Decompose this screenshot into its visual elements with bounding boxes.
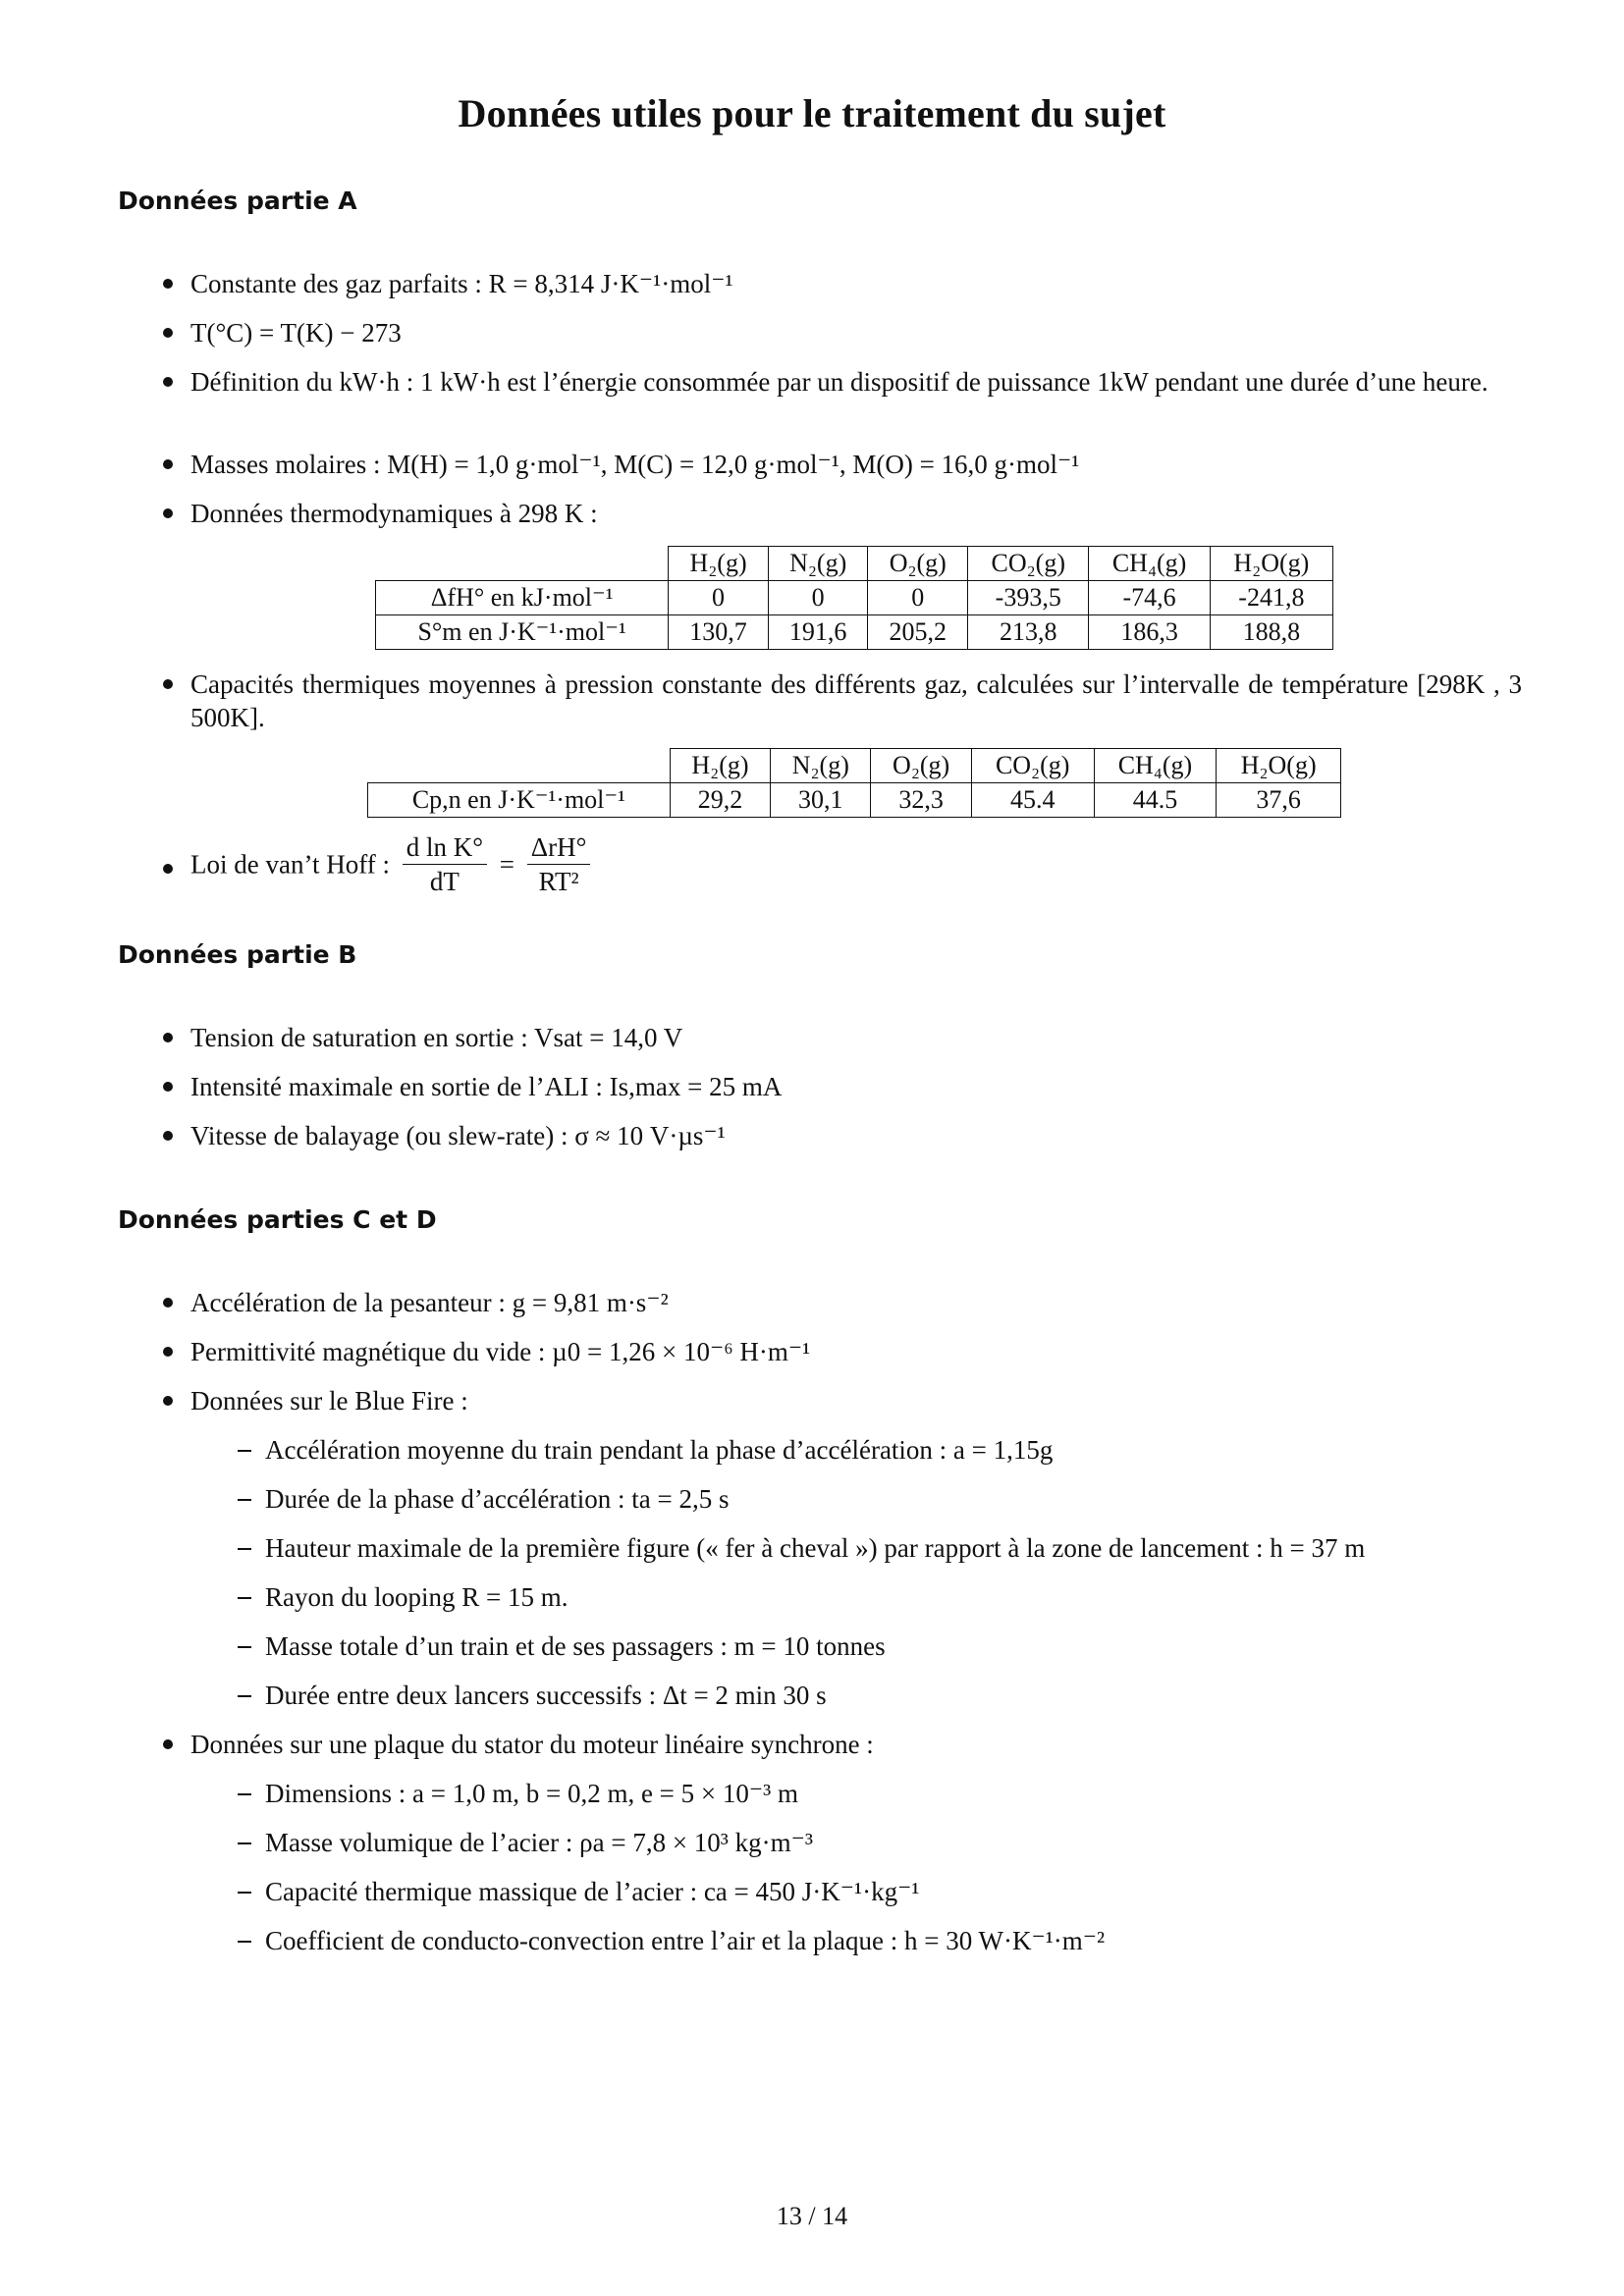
table-cell: 186,3 — [1089, 615, 1210, 650]
table-header: CH₄(g) — [1094, 749, 1217, 783]
row-label: Cp,n en J·K⁻¹·mol⁻¹ — [368, 783, 671, 818]
table-cell: -393,5 — [968, 581, 1089, 615]
table-cell: 44.5 — [1094, 783, 1217, 818]
fraction-denominator: dT — [429, 867, 460, 896]
table-cell: 0 — [868, 581, 968, 615]
table-cell: -74,6 — [1089, 581, 1210, 615]
table-cell: 130,7 — [669, 615, 769, 650]
table-cell: 32,3 — [871, 783, 971, 818]
table-header: O₂(g) — [868, 547, 968, 581]
bluefire-acceleration-duration: Durée de la phase d’accélération : ta = 2,5 s — [265, 1484, 730, 1514]
bluefire-total-mass: Masse totale d’un train et de ses passagers : m = 10 tonnes — [265, 1631, 886, 1661]
dash — [238, 1499, 251, 1501]
bluefire-max-height: Hauteur maximale de la première figure (« fer à cheval ») par rapport à la zone de lancement : h = 37 m — [265, 1533, 1366, 1563]
bluefire-acceleration: Accélération moyenne du train pendant la phase d’accélération : a = 1,15g — [265, 1435, 1054, 1465]
fraction-numerator: d ln K° — [403, 830, 487, 865]
table-header-row — [368, 749, 1341, 783]
table-header: H₂(g) — [669, 547, 769, 581]
dash — [238, 1793, 251, 1795]
saturation-voltage: Tension de saturation en sortie : Vsat = 14,0 V — [190, 1023, 683, 1052]
steel-density: Masse volumique de l’acier : ρa = 7,8 × 10³ kg·m⁻³ — [265, 1828, 813, 1857]
table-cell: 188,8 — [1210, 615, 1332, 650]
dash — [238, 1695, 251, 1697]
bullet — [163, 279, 173, 289]
vant-hoff-label: Loi de van’t Hoff : — [190, 849, 390, 880]
table-row — [376, 615, 1333, 650]
section-heading-partCD: Données parties C et D — [118, 1205, 437, 1234]
vant-hoff-fraction-left — [403, 830, 487, 898]
table-header-row — [376, 547, 1333, 581]
gravity: Accélération de la pesanteur : g = 9,81 m·s⁻² — [190, 1288, 669, 1317]
dash — [238, 1842, 251, 1844]
row-label: ΔfH° en kJ·mol⁻¹ — [376, 581, 669, 615]
bluefire-launch-interval: Durée entre deux lancers successifs : Δt = 2 min 30 s — [265, 1681, 827, 1710]
bullet — [163, 508, 173, 518]
cp-table — [367, 748, 1341, 818]
bullet — [163, 328, 173, 338]
table-row — [376, 581, 1333, 615]
kwh-definition: Définition du kW·h : 1 kW·h est l’énergie consommée par un dispositif de puissance 1kW pendant une durée d’une heure. — [190, 367, 1489, 397]
page-number: 13 / 14 — [776, 2202, 848, 2230]
dash — [238, 1892, 251, 1894]
table-corner — [368, 749, 671, 783]
table-cell: 37,6 — [1217, 783, 1341, 818]
thermo-intro: Données thermodynamiques à 298 K : — [190, 499, 598, 528]
table-cell: 205,2 — [868, 615, 968, 650]
table-header: O₂(g) — [871, 749, 971, 783]
page-title: Données utiles pour le traitement du sujet — [458, 91, 1166, 135]
table-row — [368, 783, 1341, 818]
bullet — [163, 1739, 173, 1749]
molar-masses: Masses molaires : M(H) = 1,0 g·mol⁻¹, M(C) = 12,0 g·mol⁻¹, M(O) = 16,0 g·mol⁻¹ — [190, 450, 1080, 479]
cp-intro: Capacités thermiques moyennes à pression constante des différents gaz, calculées sur l’intervalle de température [298K , 3 500K]. — [190, 669, 1522, 732]
table-cell: -241,8 — [1210, 581, 1332, 615]
table-cell: 0 — [768, 581, 868, 615]
table-corner — [376, 547, 669, 581]
bullet — [163, 864, 173, 874]
convection-coefficient: Coefficient de conducto-convection entre l’air et la plaque : h = 30 W·K⁻¹·m⁻² — [265, 1926, 1106, 1955]
table-header: CH₄(g) — [1089, 547, 1210, 581]
bullet — [163, 1131, 173, 1141]
fraction-numerator: ΔrH° — [527, 830, 591, 865]
bullet — [163, 1347, 173, 1357]
table-header: N₂(g) — [771, 749, 871, 783]
vant-hoff-law — [190, 830, 596, 898]
bullet — [163, 1033, 173, 1042]
table-cell: 29,2 — [670, 783, 770, 818]
table-cell: 213,8 — [968, 615, 1089, 650]
table-cell: 45.4 — [971, 783, 1094, 818]
bullet — [163, 377, 173, 387]
table-header: N₂(g) — [768, 547, 868, 581]
row-label: S°m en J·K⁻¹·mol⁻¹ — [376, 615, 669, 650]
steel-heat-capacity: Capacité thermique massique de l’acier : ca = 450 J·K⁻¹·kg⁻¹ — [265, 1877, 920, 1906]
section-heading-partB: Données partie B — [118, 940, 357, 969]
fraction-denominator: RT² — [538, 867, 579, 896]
table-header: CO₂(g) — [971, 749, 1094, 783]
section-heading-partA: Données partie A — [118, 187, 357, 215]
max-output-current: Intensité maximale en sortie de l’ALI : Is,max = 25 mA — [190, 1072, 783, 1101]
table-header: H₂O(g) — [1217, 749, 1341, 783]
permittivity: Permittivité magnétique du vide : µ0 = 1,26 × 10⁻⁶ H·m⁻¹ — [190, 1337, 811, 1366]
temperature-conversion: T(°C) = T(K) − 273 — [190, 318, 402, 347]
bullet — [163, 459, 173, 469]
slew-rate: Vitesse de balayage (ou slew-rate) : σ ≈ 10 V·µs⁻¹ — [190, 1121, 726, 1150]
dash — [238, 1646, 251, 1648]
gas-constant: Constante des gaz parfaits : R = 8,314 J·K⁻¹·mol⁻¹ — [190, 269, 733, 298]
table-cell: 30,1 — [771, 783, 871, 818]
dash — [238, 1597, 251, 1599]
bullet — [163, 1396, 173, 1406]
table-header: H₂(g) — [670, 749, 770, 783]
equals-sign: = — [499, 849, 515, 880]
bullet — [163, 679, 173, 689]
bullet — [163, 1082, 173, 1092]
dash — [238, 1548, 251, 1550]
table-cell: 0 — [669, 581, 769, 615]
stator-dimensions: Dimensions : a = 1,0 m, b = 0,2 m, e = 5 × 10⁻³ m — [265, 1779, 798, 1808]
vant-hoff-fraction-right — [527, 830, 591, 898]
dash — [238, 1941, 251, 1943]
bluefire-intro: Données sur le Blue Fire : — [190, 1386, 468, 1415]
dash — [238, 1450, 251, 1452]
table-header: H₂O(g) — [1210, 547, 1332, 581]
stator-intro: Données sur une plaque du stator du moteur linéaire synchrone : — [190, 1730, 874, 1759]
table-header: CO₂(g) — [968, 547, 1089, 581]
bluefire-looping-radius: Rayon du looping R = 15 m. — [265, 1582, 568, 1612]
bullet — [163, 1298, 173, 1308]
table-cell: 191,6 — [768, 615, 868, 650]
thermo-table — [375, 546, 1333, 650]
